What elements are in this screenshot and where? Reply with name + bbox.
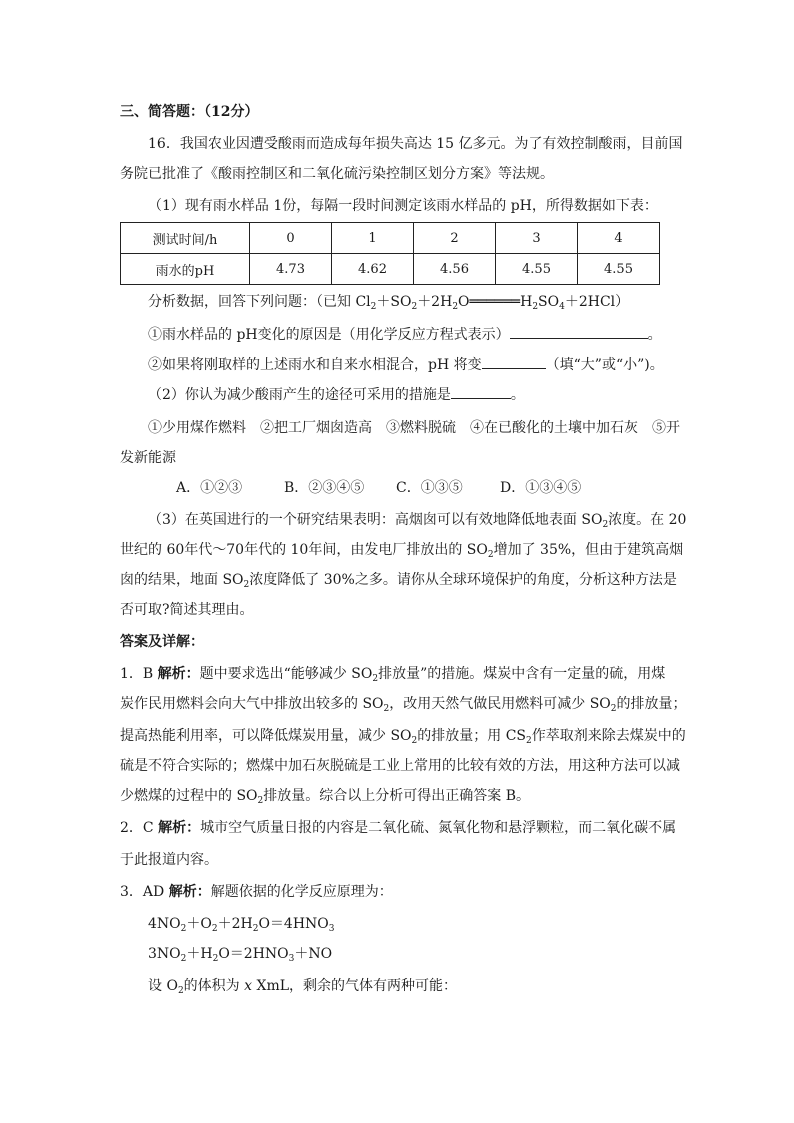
table-row-time <box>121 223 660 254</box>
sub3-line2: 世纪的 60年代～70年代的 10年间，由发电厂排放出的 $SO_2$增加了 35%，但由于建筑高烟 <box>120 542 684 560</box>
analysis-line: 分析数据，回答下列问题：（已知 $Cl_2+SO_2+2H_2O══════H_2SO_4+2HCl$） <box>148 294 630 312</box>
table-header-time: 测试时间/h <box>121 223 250 254</box>
answer-blank[interactable] <box>510 324 648 339</box>
table-cell: 1 <box>332 223 414 254</box>
table-cell: 4.55 <box>578 254 660 285</box>
measures-line1: ①少用煤作燃料 ②把工厂烟囱造高 ③燃料脱硫 ④在已酸化的土壤中加石灰 ⑤开 <box>148 420 680 436</box>
table-cell: 4 <box>578 223 660 254</box>
measures-line2: 发新能源 <box>120 450 176 466</box>
equation-2: $3NO_2+H_2O=2HNO_3+NO$ <box>148 946 333 964</box>
ans1-line4: 硫是不符合实际的；燃煤中加石灰脱硫是工业上常用的比较有效的方法，用这种方法可以减 <box>120 758 680 774</box>
table-row-ph <box>121 254 660 285</box>
question-a: ①雨水样品的 pH变化的原因是（用化学反应方程式表示） 。 <box>148 324 662 345</box>
answers-title: 答案及详解： <box>120 634 204 650</box>
sub3-line1: （3）在英国进行的一个研究结果表明：高烟囱可以有效地降低地表面 $SO_2$浓度。在 20 <box>148 512 687 530</box>
ans3-last-line: 设 $O_2$的体积为 x XmL，剩余的气体有两种可能： <box>148 978 458 996</box>
q16-line2: 务院已批准了《酸雨控制区和二氧化硫污染控制区划分方案》等法规。 <box>120 166 554 182</box>
ans1-line1: 1．B 解析：题中要求选出“能够减少 $SO_2$排放量”的措施。煤炭中含有一定量的硫，用煤 <box>120 666 666 684</box>
ans2-line2: 于此报道内容。 <box>120 852 218 868</box>
option-a: A．①②③ <box>176 480 243 496</box>
q16-line1: 16．我国农业因遭受酸雨而造成每年损失高达 15 亿多元。为了有效控制酸雨，目前国 <box>148 136 683 152</box>
option-c: C．①③⑤ <box>396 480 463 496</box>
table-cell: 4.56 <box>414 254 496 285</box>
table-cell: 4.62 <box>332 254 414 285</box>
option-b: B．②③④⑤ <box>284 480 365 496</box>
q16-sub1-intro: （1）现有雨水样品 1份，每隔一段时间测定该雨水样品的 pH，所得数据如下表： <box>148 198 658 214</box>
table-cell: 2 <box>414 223 496 254</box>
answer-blank[interactable] <box>451 384 511 399</box>
sub3-line4: 否可取?简述其理由。 <box>120 602 254 618</box>
ans1-line3: 提高热能利用率，可以降低煤炭用量，减少 $SO_2$的排放量；用 $CS_2$作萃取剂来除去煤炭中的 <box>120 728 686 746</box>
table-cell: 4.73 <box>250 254 332 285</box>
sub3-line3: 囱的结果，地面 $SO_2$浓度降低了 30%之多。请你从全球环境保护的角度，分析这种方法是 <box>120 572 677 590</box>
option-d: D．①③④⑤ <box>500 480 582 496</box>
answer-blank[interactable] <box>482 354 546 369</box>
ans1-line5: 少燃煤的过程中的 $SO_2$排放量。综合以上分析可得出正确答案 B。 <box>120 788 531 806</box>
ph-data-table <box>120 222 660 285</box>
ans2-line1: 2．C 解析：城市空气质量日报的内容是二氧化硫、氮氧化物和悬浮颗粒，而二氧化碳不属 <box>120 820 677 836</box>
ans3-line1: 3．AD 解析：解题依据的化学反应原理为： <box>120 884 393 900</box>
question-sub2: （2）你认为减少酸雨产生的途径可采用的措施是 。 <box>148 384 525 405</box>
question-b: ②如果将刚取样的上述雨水和自来水相混合，pH 将变 （填“大”或“小”)。 <box>148 354 664 375</box>
table-cell: 4.55 <box>496 254 578 285</box>
ans1-line2: 炭作民用燃料会向大气中排放出较多的 $SO_2$，改用天然气做民用燃料可减少 $SO_2$的排放量； <box>120 696 687 714</box>
table-header-ph: 雨水的pH <box>121 254 250 285</box>
table-cell: 0 <box>250 223 332 254</box>
section-title: 三、简答题：（12分） <box>120 104 259 120</box>
equation-1: $4NO_2+O_2+2H_2O=4HNO_3$ <box>148 916 335 934</box>
table-cell: 3 <box>496 223 578 254</box>
